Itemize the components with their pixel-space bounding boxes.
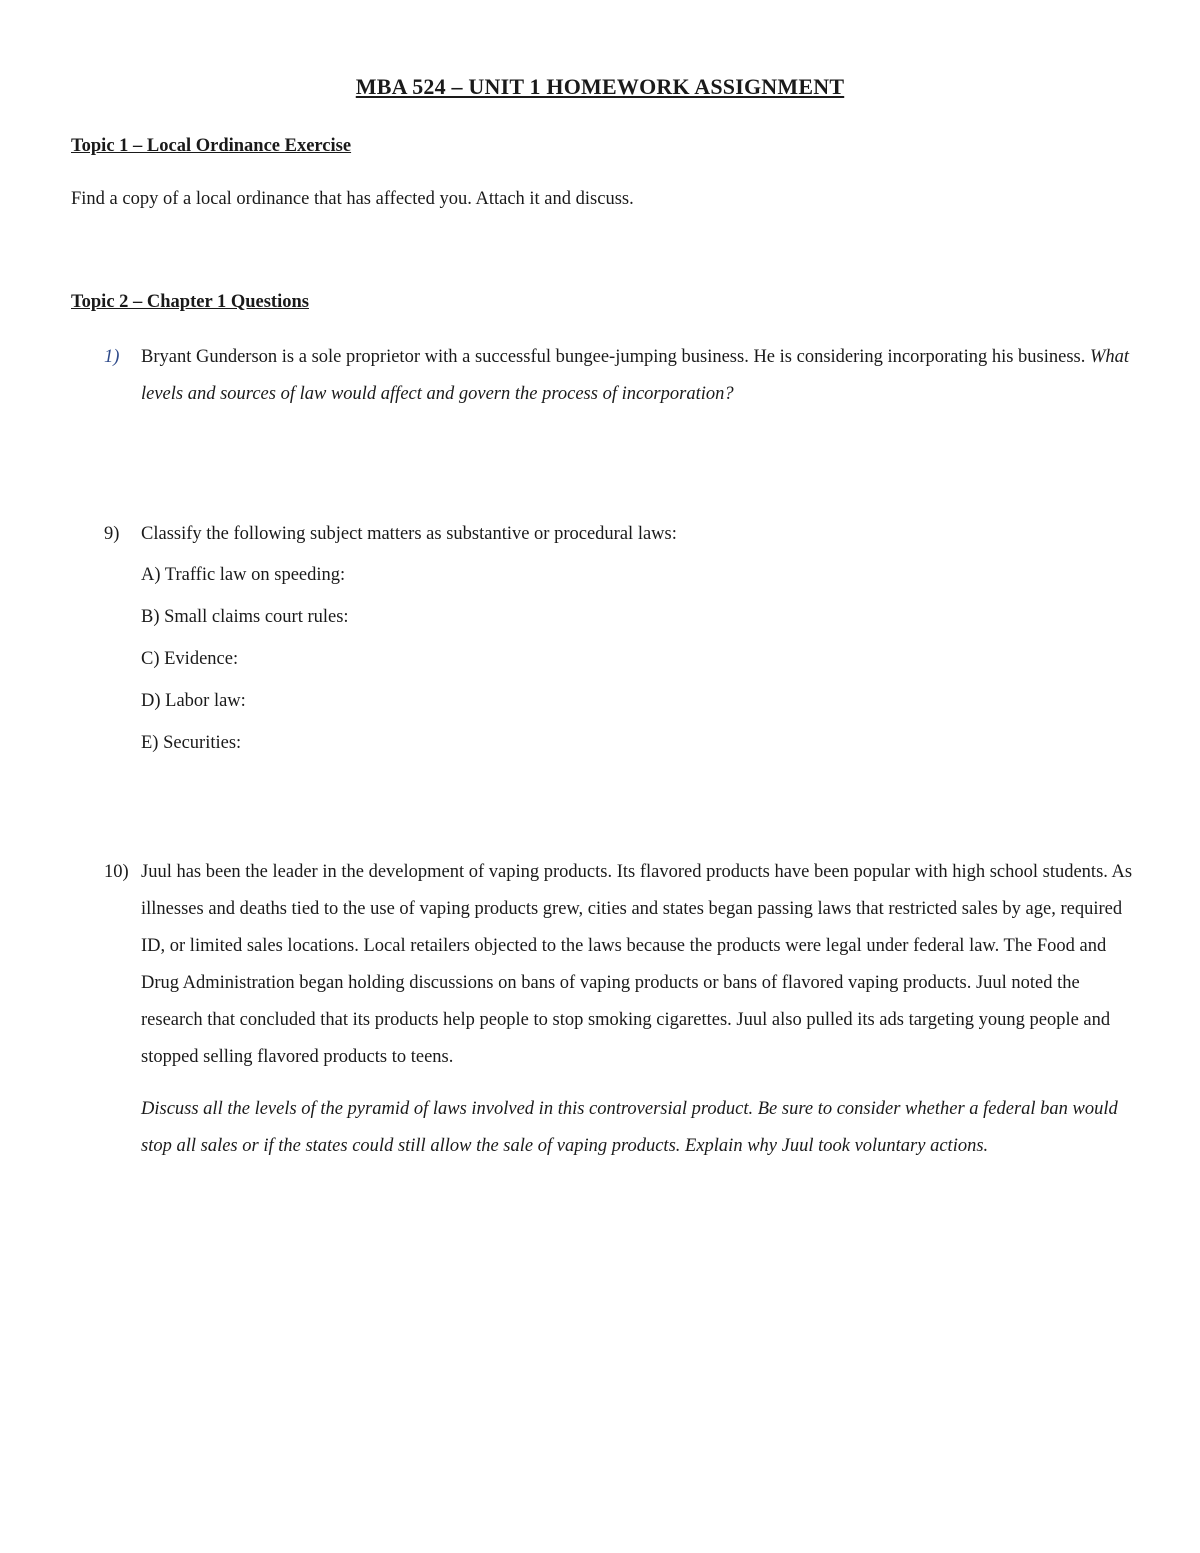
question-10-text: Juul has been the leader in the development of vaping products. Its flavored products have been popular with high school students. As illnesses and deaths tied to the use of vaping products grew, cities and states began passing laws that restricted sales by age, required ID, or limited sales locations. Local retailers objected to the laws because the products were legal under federal law. The Food and Drug Administration began holding discussions on bans of vaping products or bans of flavored vaping products. Juul noted the research that concluded that its products help people to stop smoking cigarettes. Juul also pulled its ads targeting young people and stopped selling flavored products to teens. <box>141 862 1133 1067</box>
question-10 <box>104 854 1134 1165</box>
question-9-text: Classify the following subject matters as substantive or procedural laws: <box>141 524 677 544</box>
question-9-item-d: D) Labor law: <box>141 691 246 711</box>
question-9-number: 9) <box>104 524 120 544</box>
question-9-item-e: E) Securities: <box>141 733 242 753</box>
question-9-item-c: C) Evidence: <box>141 649 239 669</box>
topic1-heading: Topic 1 – Local Ordinance Exercise <box>71 136 352 156</box>
question-9 <box>104 516 1134 553</box>
topic2-heading: Topic 2 – Chapter 1 Questions <box>71 292 309 312</box>
question-1 <box>104 339 1134 413</box>
question-9-item-b: B) Small claims court rules: <box>141 607 349 627</box>
question-1-text: Bryant Gunderson is a sole proprietor with a successful bungee-jumping business. He is considering incorporating his business. <box>141 347 1090 367</box>
question-1-prompt: What levels and sources of law would affect and govern the process of incorporation? <box>141 347 1130 404</box>
question-10-prompt: Discuss all the levels of the pyramid of laws involved in this controversial product. Be sure to consider whether a federal ban would stop all sales or if the states could still allow the sale of vaping products. Explain why Juul took voluntary actions. <box>141 1099 1118 1156</box>
question-10-number: 10) <box>104 862 129 882</box>
topic1-text: Find a copy of a local ordinance that has affected you. Attach it and discuss. <box>71 189 634 209</box>
question-1-body <box>141 339 1134 413</box>
question-1-number: 1) <box>104 347 120 367</box>
document-title: MBA 524 – UNIT 1 HOMEWORK ASSIGNMENT <box>355 74 845 99</box>
question-9-item-a: A) Traffic law on speeding: <box>141 565 346 585</box>
